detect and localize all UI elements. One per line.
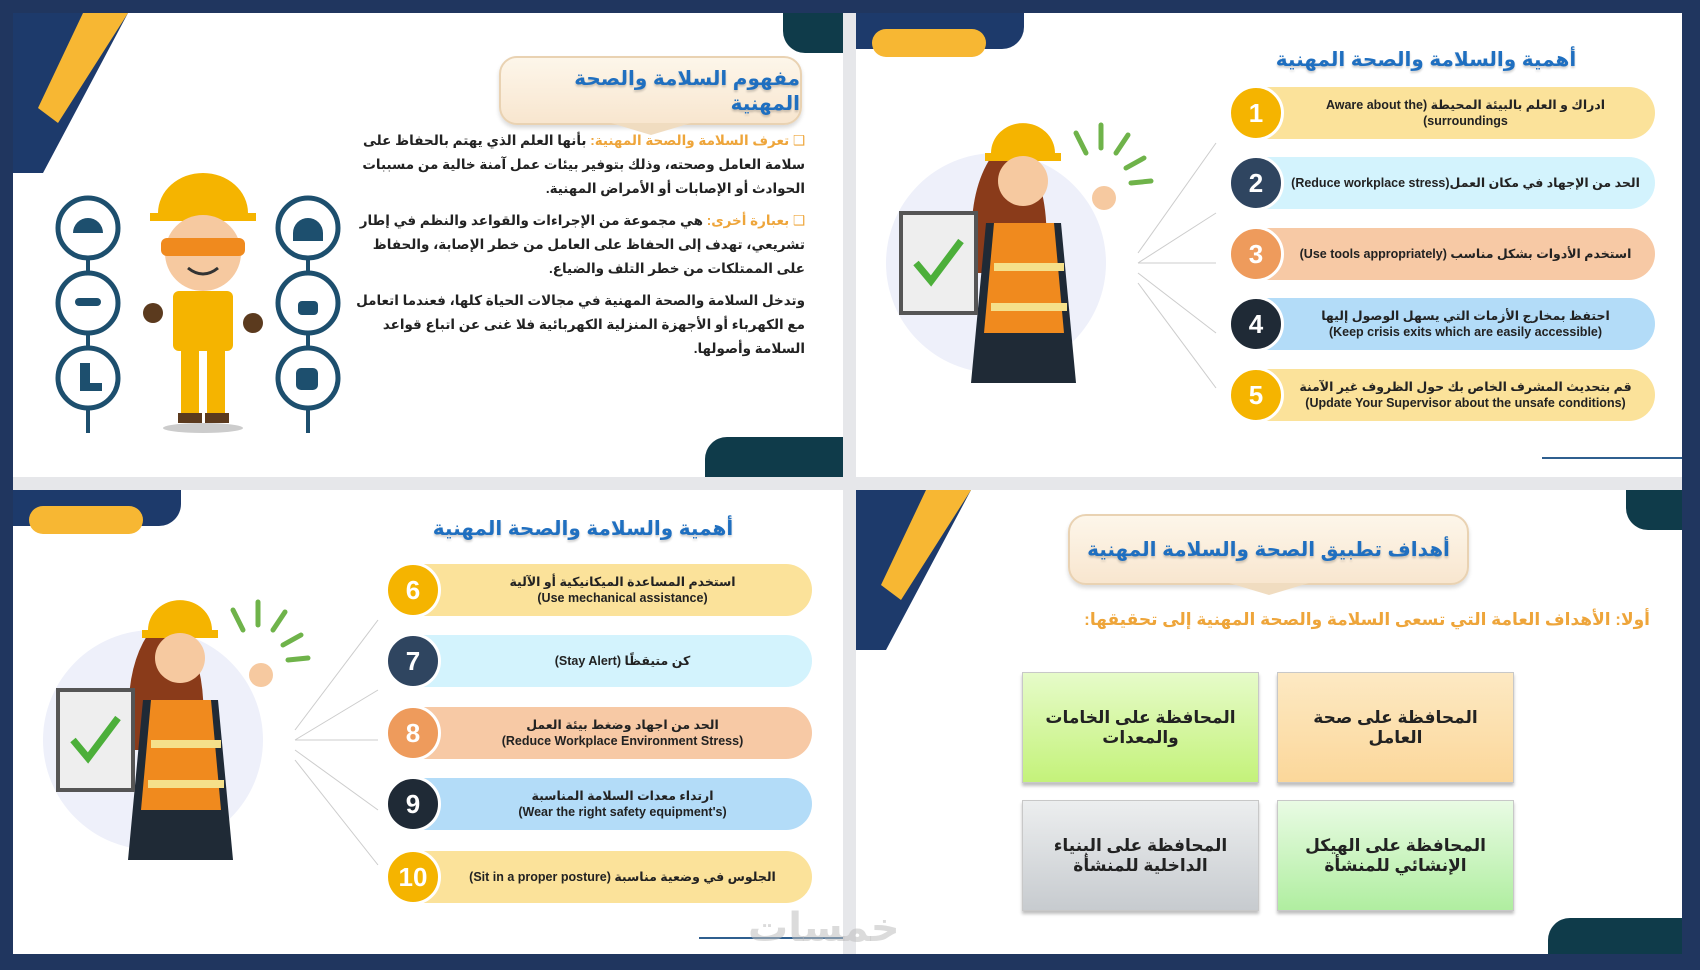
- item-number: 4: [1228, 296, 1284, 352]
- item-text: الجلوس في وضعية مناسبة (Sit in a proper posture): [469, 870, 776, 884]
- watermark-logo: خمسات: [748, 906, 900, 950]
- definition-label: تعرف السلامة والصحة المهنية:: [590, 133, 790, 148]
- item-number: 10: [385, 849, 441, 905]
- worker-illustration: [33, 590, 393, 890]
- corner-decoration: [856, 490, 996, 650]
- bullet-icon: ❑: [789, 213, 805, 228]
- goal-box: المحافظة على صحة العامل: [1277, 672, 1514, 783]
- slide-1[interactable]: [13, 13, 843, 477]
- item-number: 8: [385, 705, 441, 761]
- goals-subtitle: أولا: الأهداف العامة التي تسعى السلامة والصحة المهنية إلى تحقيقها:: [1084, 610, 1650, 629]
- slide-3[interactable]: [13, 490, 843, 954]
- corner-pill: [29, 506, 143, 534]
- list-item: [387, 564, 812, 616]
- scope-paragraph: وتدخل السلامة والصحة المهنية في مجالات الحياة كلها، فعندما اتعامل مع الكهرباء أو الأجهزة المنزلية الكهربائية فلا غنى عن اتباع قواعد السلامة وأصولها.: [356, 293, 805, 356]
- list-item: [387, 707, 812, 759]
- item-number: 1: [1228, 85, 1284, 141]
- item-text: ادراك و العلم بالبيئة المحيطة (Aware about the surroundings): [1325, 98, 1606, 128]
- item-text: قم بتحديث المشرف الخاص بك حول الظروف غير الآمنة (Update Your Supervisor about the unsafe conditions): [1299, 380, 1632, 410]
- slide-title: أهمية والسلامة والصحة المهنية: [432, 518, 734, 540]
- item-text: احتفظ بمخارج الأزمات التي يسهل الوصول إليها (Keep crisis exits which are easily accessible): [1321, 309, 1610, 339]
- item-number: 7: [385, 633, 441, 689]
- goal-box: المحافظة على الهيكل الإنشائي للمنشأة: [1277, 800, 1514, 911]
- slide-title: مفهوم السلامة والصحة المهنية: [574, 67, 800, 115]
- corner-decoration: [13, 13, 153, 173]
- divider-line: [1542, 457, 1682, 459]
- list-item: [1230, 369, 1655, 421]
- corner-tab: [705, 437, 843, 477]
- slides-grid: [13, 13, 1682, 954]
- definition-paragraph: [353, 129, 805, 201]
- item-number: 3: [1228, 226, 1284, 282]
- title-bubble: [499, 56, 802, 125]
- item-text: الحد من الإجهاد في مكان العمل(Reduce workplace stress): [1291, 176, 1640, 190]
- worker-illustration: [876, 113, 1236, 413]
- item-text: استخدم الأدوات بشكل مناسب (Use tools appropriately): [1299, 247, 1632, 261]
- goal-box: المحافظة على البنياء الداخلية للمنشأة: [1022, 800, 1259, 911]
- list-item: [387, 778, 812, 830]
- safety-illustration: [53, 173, 353, 443]
- slide-4[interactable]: [856, 490, 1682, 954]
- item-number: 9: [385, 776, 441, 832]
- item-text: الحد من اجهاد وضغط بيئة العمل (Reduce Workplace Environment Stress): [501, 718, 744, 748]
- goal-box: المحافظة على الخامات والمعدات: [1022, 672, 1259, 783]
- title-bubble: [1068, 514, 1469, 585]
- item-number: 5: [1228, 367, 1284, 423]
- item-text: كن متيقظًا (Stay Alert): [554, 654, 691, 668]
- slide-2[interactable]: [856, 13, 1682, 477]
- list-item: [1230, 87, 1655, 139]
- slide-title: أهمية والسلامة والصحة المهنية: [1275, 49, 1577, 71]
- corner-tab: [1548, 918, 1682, 954]
- alternative-label: بعبارة أخرى:: [706, 213, 790, 228]
- alternative-text: هي مجموعة من الإجراءات والقواعد والنظم في إطار تشريعي، تهدف إلى الحفاظ على العامل من خطر الإصابة، والحفاظ على الممتلكات من خطر التلف والضياع.: [359, 213, 805, 276]
- corner-tab: [1626, 490, 1682, 530]
- list-item: [387, 851, 812, 903]
- slide-text: [353, 129, 805, 361]
- list-item: [387, 635, 812, 687]
- definition-text: بأنها العلم الذي يهتم بالحفاظ على سلامة العامل وصحته، وذلك بتوفير بيئات عمل آمنة خالية من مسببات الحوادث أو الإصابات أو الأمراض المهنية.: [362, 133, 805, 196]
- corner-tab: [783, 13, 843, 53]
- item-text: استخدم المساعدة الميكانيكية أو الآلية (Use mechanical assistance): [509, 575, 736, 605]
- corner-pill: [872, 29, 986, 57]
- slide-title: أهداف تطبيق الصحة والسلامة المهنية: [1087, 539, 1450, 561]
- list-item: [1230, 157, 1655, 209]
- item-text: ارتداء معدات السلامة المناسبة (Wear the right safety equipment's): [518, 789, 727, 819]
- item-number: 6: [385, 562, 441, 618]
- bullet-icon: ❑: [789, 133, 805, 148]
- alternative-paragraph: [353, 209, 805, 281]
- list-item: [1230, 298, 1655, 350]
- list-item: [1230, 228, 1655, 280]
- item-number: 2: [1228, 155, 1284, 211]
